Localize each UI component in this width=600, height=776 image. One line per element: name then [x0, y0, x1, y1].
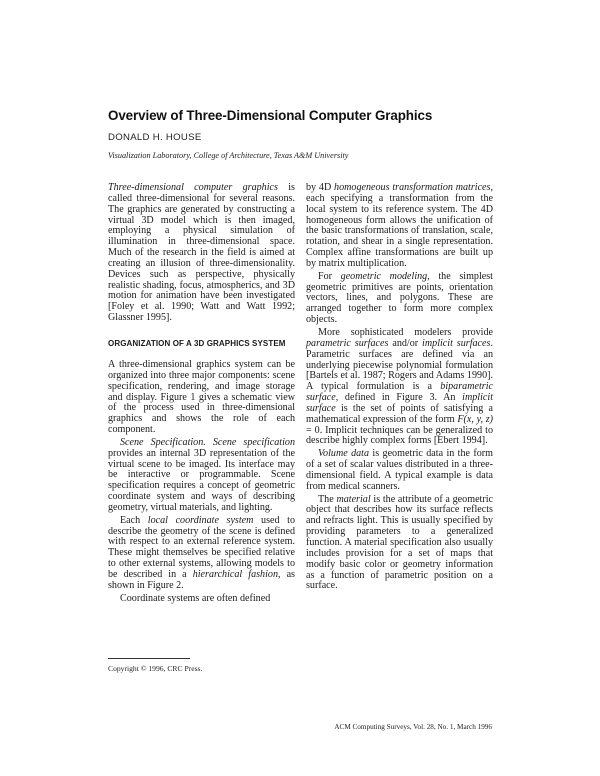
text-run: Each: [120, 514, 148, 526]
text-run: used to describe the geometry of the scene is defined with respect to an external reference system. These might themselves be specified relative to other external systems, allowing models to be described in a: [108, 514, 295, 580]
text-run: , defined in Figure 3. An: [335, 392, 463, 404]
organization-paragraph: A three-dimensional graphics system can be organized into three major components: scene specification, rendering, and image storage and display. Figure 1 gives a schematic view of the process used in three-dimensional graphics and shows the role of each component.: [108, 358, 295, 436]
term-homogeneous-matrices: homogeneous transformation matrices: [334, 182, 491, 193]
math-expression: F(x, y, z): [457, 413, 493, 425]
text-run: , as shown in Figure 2.: [108, 569, 295, 591]
intro-text: is called three-dimensional for several reasons. The graphics are generated by constructing a virtual 3D model which is then imaged, employing a physical simulation of illumination in three-dimensional space. Much of the research in the field is aimed at creating an illusion of three-dimensionality. Devices such as perspective, physically realistic shading, focus, atmospherics, and 3D motion for animation have been investigated [Foley et al. 1990; Watt and Watt 1992; Glassner 1995].: [108, 182, 295, 324]
author-affiliation: Visualization Laboratory, College of Architecture, Texas A&M University: [108, 151, 349, 160]
text-run: is geometric data in the form of a set of scalar values distributed in a three-dimensional field. A typical example is data from medical scanners.: [306, 448, 494, 492]
term-implicit-surface: implicit surface: [306, 392, 493, 414]
term-implicit-surfaces: implicit surfaces: [422, 337, 491, 349]
text-run: is the set of points of satisfying a mathematical expression of the form: [306, 402, 493, 425]
term-material: material: [336, 493, 371, 505]
text-run: and/or: [388, 337, 423, 349]
term-parametric-surfaces: parametric surfaces: [306, 337, 389, 349]
term-local-coordinate-system: local coordinate system: [147, 514, 254, 526]
text-run: For: [318, 270, 341, 282]
material-paragraph: [306, 495, 493, 593]
surfaces-paragraph: [306, 328, 493, 447]
left-column: [108, 183, 295, 605]
right-column: [306, 183, 493, 592]
term-hierarchical-fashion: hierarchical fashion: [192, 569, 278, 580]
volume-data-paragraph: [306, 449, 493, 492]
text-run: , each specifying a transformation from the local system to its reference system. The 4D homogeneous form allows the unification of the basic transformations of translation, scale, rotation, and shear in a single representation. Complex affine transformations are built up by matrix multiplication.: [306, 182, 493, 269]
footnote-divider: [108, 658, 190, 659]
coords-paragraph-start: Coordinate systems are often defined: [120, 592, 271, 604]
copyright-notice: Copyright © 1996, CRC Press.: [108, 664, 203, 673]
author-name: DONALD H. HOUSE: [108, 132, 202, 143]
scene-spec-paragraph: [108, 438, 295, 514]
local-coords-paragraph: [108, 516, 295, 592]
journal-citation: ACM Computing Surveys, Vol. 28, No. 1, March 1996: [334, 723, 492, 731]
term-geometric-modeling: geometric modeling: [340, 270, 428, 282]
paper-title: Overview of Three-Dimensional Computer Graphics: [108, 108, 433, 123]
section-heading: ORGANIZATION OF A 3D GRAPHICS SYSTEM: [108, 338, 286, 348]
intro-paragraph: [108, 183, 295, 324]
term-scene-specification: Scene Specification. Scene specification: [120, 436, 295, 448]
term-volume-data: Volume data: [318, 448, 370, 460]
transform-paragraph: [306, 183, 493, 270]
term-biparametric-surface: biparametric surface: [306, 381, 493, 404]
geometric-modeling-paragraph: [306, 272, 493, 326]
text-run: is the attribute of a geometric object that describes how its surface reflects and refracts light. This is usually specified by providing parameters to a generalized function. A material specification also usually includes provision for a set of maps that modify basic color or geometry information as a function of parametric position on a surface.: [306, 493, 493, 592]
text-run: by 4D: [306, 182, 335, 193]
text-run: . Parametric surfaces are defined via an underlying piecewise polynomial formulation [Bartels et al. 1987; Rogers and Adams 1990]. A typical formulation is a: [306, 337, 493, 393]
text-run: , the simplest geometric primitives are points, orientation vectors, lines, and polygons. These are arranged together to form more complex objects.: [306, 270, 493, 326]
scene-spec-text: provides an internal 3D representation of the virtual scene to be imaged. Its interface may be interactive or programmable. Scene specification requires a concept of geometric coordinate system and ways of describing geometry, virtual materials, and lighting.: [108, 447, 295, 513]
text-run: The: [318, 493, 337, 505]
term-3d-computer-graphics: Three-dimensional computer graphics: [108, 182, 278, 193]
text-run: More sophisticated modelers provide: [318, 326, 493, 338]
text-run: = 0. Implicit techniques can be generalized to describe highly complex forms [Ebert 1994].: [306, 424, 493, 447]
